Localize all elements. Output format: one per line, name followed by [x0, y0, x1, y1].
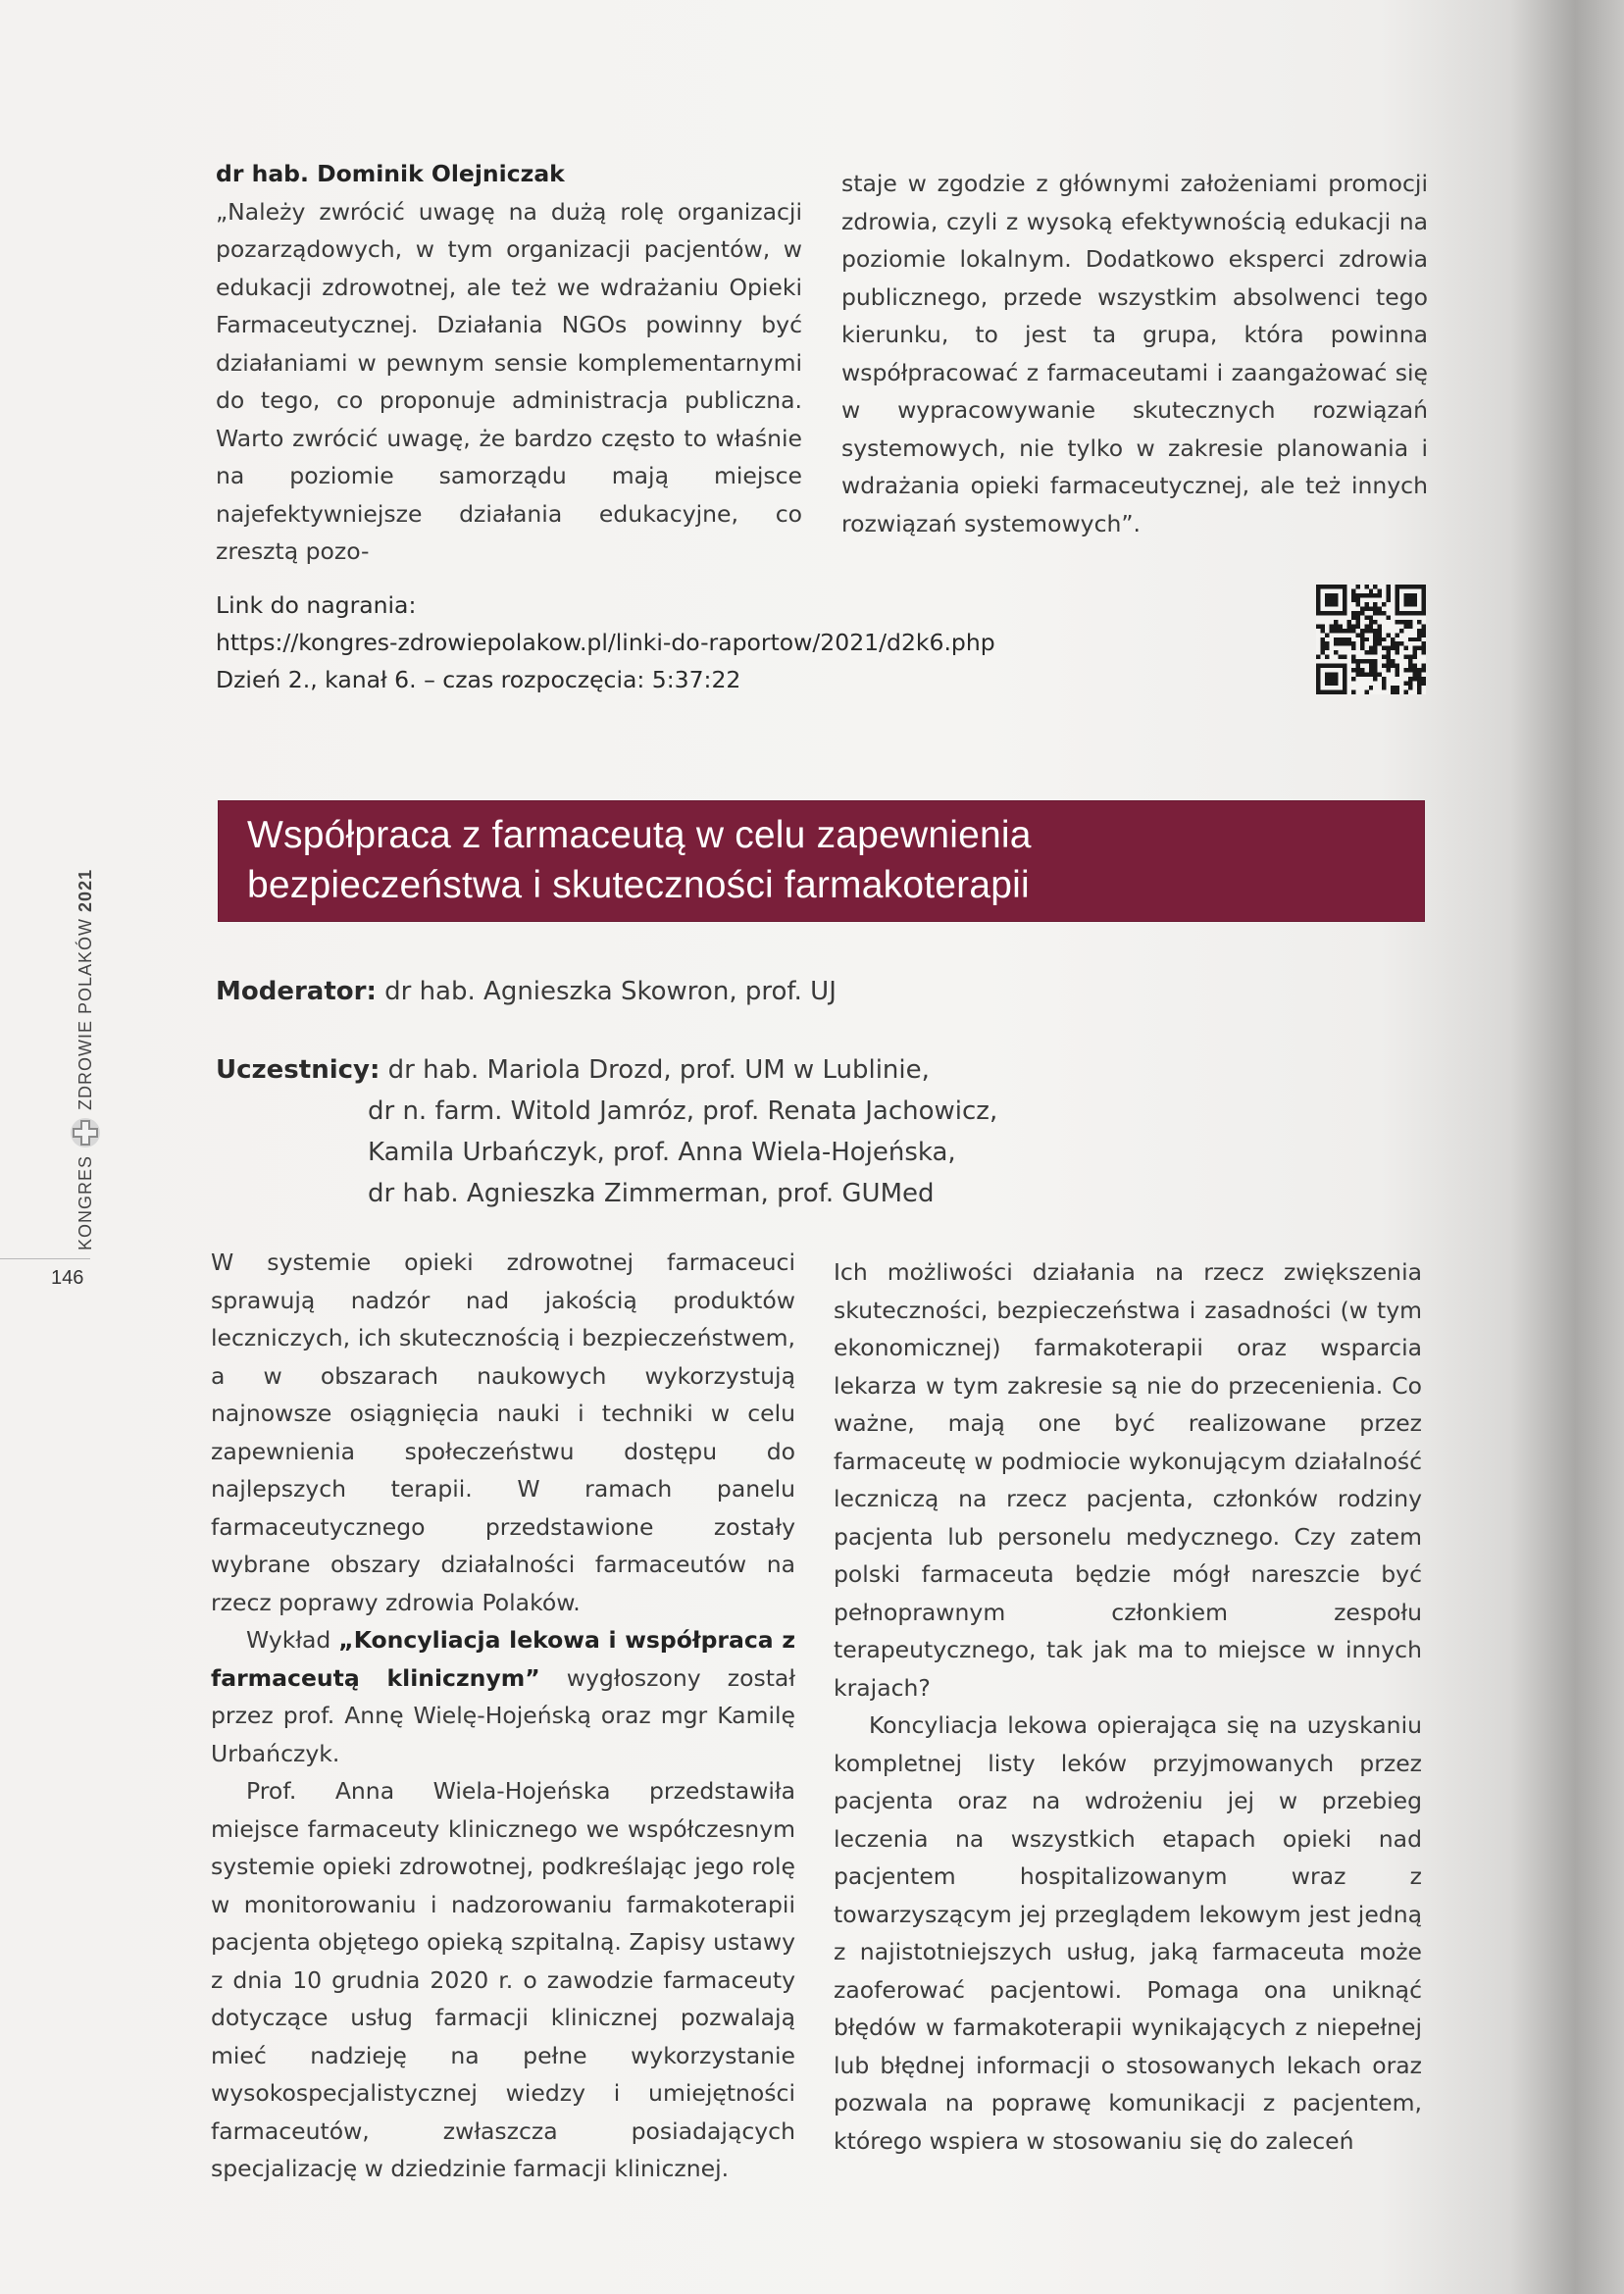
- brand-year: 2021: [75, 868, 95, 912]
- quote-right-column: [841, 165, 1428, 542]
- quote-text-right: staje w zgodzie z głównymi założeniami promocji zdrowia, czyli z wysoką efektywnością edukacji na poziomie lokalnym. Dodatkowo eksperci zdrowia publicznego, przede wszystkim absolwenci tego kierunku, to jest ta grupa, która powinna współpracować z farmaceutami i zaangażować się w wypracowywanie skutecznych rozwiązań systemowych, nie tylko w zakresie planowania i wdrażania opieki farmaceutycznej, ale też innych rozwiązań systemowych”.: [841, 170, 1428, 537]
- brand-kongres: KONGRES: [75, 1154, 95, 1250]
- body-paragraph: Prof. Anna Wiela-Hojeńska przedstawiła miejsce farmaceuty klinicznego we współczesnym systemie opieki zdrowotnej, podkreślając jego rolę w monitorowaniu i nadzorowaniu farmakoterapii pacjenta objętego opieką szpitalną. Zapisy ustawy z dnia 10 grudnia 2020 r. o zawodzie farmaceuty dotyczące usług farmacji klinicznej pozwalają mieć nadzieję na pełne wykorzystanie wysokospecjalistycznej wiedzy i umiejętności farmaceutów, zwłaszcza posiadających specjalizację w dziedzinie farmacji klinicznej.: [211, 1777, 795, 2182]
- cross-logo-icon: [69, 1116, 102, 1149]
- moderator-line: [216, 973, 837, 1010]
- participant-line: dr n. farm. Witold Jamróz, prof. Renata Jachowicz,: [368, 1096, 998, 1126]
- quote-left-column: [216, 155, 802, 571]
- body-paragraph: [211, 1621, 795, 1772]
- section-title: [247, 810, 1404, 910]
- brand-zdrowie-polakow: ZDROWIE POLAKÓW: [75, 917, 95, 1110]
- participant-line: dr hab. Agnieszka Zimmerman, prof. GUMed: [368, 1179, 935, 1208]
- speaker-name: dr hab. Dominik Olejniczak: [216, 160, 565, 187]
- recording-link-block: [216, 586, 1098, 698]
- body-paragraph: Koncyliacja lekowa opierająca się na uzyskaniu kompletnej listy leków przyjmowanych przez pacjenta oraz na wdrożeniu jej w przebieg leczenia na wszystkich etapach opieki nad pacjentem hospitalizowanym wraz z towarzyszącym jej przeglądem lekowym jest jedną z najistotniejszych usług, jaką farmaceuta może zaoferować pacjentowi. Pomaga ona uniknąć błędów w farmakoterapii wynikających z niepełnej lub błędnej informacji o stosowanych lekach oraz pozwala na poprawę komunikacji z pacjentem, którego wspiera w stosowaniu się do zaleceń: [834, 1711, 1422, 2155]
- body-paragraph: W systemie opieki zdrowotnej farmaceuci sprawują nadzór nad jakością produktów leczniczych, ich skutecznością i bezpieczeństwem, a w obszarach naukowych wykorzystują najnowsze osiągnięcia nauki i techniki w celu zapewnienia społeczeństwu dostępu do najlepszych terapii. W ramach panelu farmaceutycznego przedstawione zostały wybrane obszary działalności farmaceutów na rzecz poprawy zdrowia Polaków.: [211, 1249, 795, 1616]
- participant-line: dr hab. Mariola Drozd, prof. UM w Lublinie,: [387, 1055, 930, 1085]
- participants-label: Uczestnicy:: [216, 1055, 381, 1085]
- body-right-column: [834, 1253, 1422, 2160]
- link-label: Link do nagrania:: [216, 591, 417, 619]
- moderator-label: Moderator:: [216, 977, 377, 1006]
- paragraph-text: Wykład: [246, 1626, 339, 1654]
- moderator-name: dr hab. Agnieszka Skowron, prof. UJ: [384, 977, 837, 1006]
- paragraph-text: wygłoszony został przez prof. Annę Wielę-Hojeńską oraz mgr Kamilę Urbańczyk.: [211, 1663, 796, 1767]
- body-left-column: [211, 1244, 795, 2188]
- session-time: Dzień 2., kanał 6. – czas rozpoczęcia: 5:37:22: [216, 666, 741, 693]
- page-number: 146: [51, 1267, 84, 1289]
- body-paragraph: Ich możliwości działania na rzecz zwiększenia skuteczności, bezpieczeństwa i zasadności (w tym ekonomicznej) farmakoterapii oraz wsparcia lekarza w tym zakresie są nie do przecenienia. Co ważne, mają one być realizowane przez farmaceutę w podmiocie wykonującym działalność leczniczą na rzecz pacjenta, członków rodziny pacjenta lub personelu medycznego. Czy zatem polski farmaceuta będzie mógł nareszcie być pełnoprawnym członkiem zespołu terapeutycznego, tak jak ma to miejsce w innych krajach?: [834, 1258, 1422, 1702]
- section-title-line-2: bezpieczeństwa i skuteczności farmakoterapii: [247, 864, 1030, 906]
- qr-code-icon[interactable]: [1316, 585, 1426, 694]
- participants-block: [216, 1049, 997, 1214]
- page-number-rule: [0, 1258, 90, 1259]
- quote-text-left: „Należy zwrócić uwagę na dużą rolę organizacji pozarządowych, w tym organizacji pacjentów, w edukacji zdrowotnej, ale też we wdrażaniu Opieki Farmaceutycznej. Działania NGOs powinny być działaniami w pewnym sensie komplementarnymi do tego, co proponuje administracja publiczna. Warto zwrócić uwagę, że bardzo często to właśnie na poziomie samorządu mają miejsce najefektywniejsze działania edukacyjne, co zresztą pozo-: [216, 197, 802, 565]
- section-banner: [218, 800, 1425, 922]
- running-header: [69, 869, 102, 1250]
- section-title-line-1: Współpraca z farmaceutą w celu zapewnienia: [247, 814, 1032, 856]
- lecture-title: „Koncyliacja lekowa i współpraca z farmaceutą klinicznym”: [211, 1626, 796, 1692]
- recording-url[interactable]: https://kongres-zdrowiepolakow.pl/linki-do-raportow/2021/d2k6.php: [216, 629, 995, 656]
- participant-line: Kamila Urbańczyk, prof. Anna Wiela-Hojeńska,: [368, 1138, 956, 1167]
